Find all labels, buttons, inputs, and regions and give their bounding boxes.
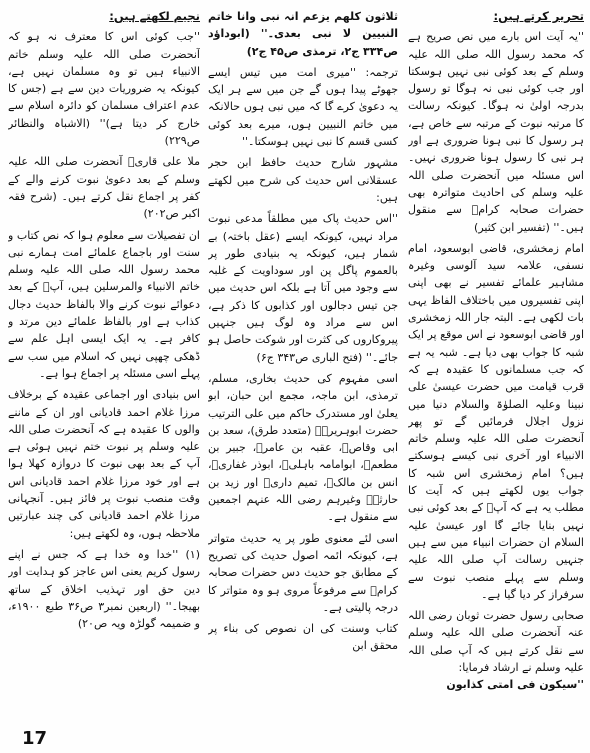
paragraph: اسی مفہوم کی حدیث بخاری، مسلم، ترمذی، ابن ماجہ، مجمع ابن حبان، ابو یعلیٰ اور مستدرک حاکم میں علی الترتیب حضرت ابوہریرہؓ (متعدد طرق)، سعد بن ابی وقاصؓ، عقبہ بن عامرؓ، جبیر بن مطعمؓ، ابوامامہ باہلیؓ، ابوذر غفاریؓ، انس بن مالکؓ، تمیم داریؓ اور زید بن حارثہؓ وغیرہم رضی اللہ عنہم اجمعین سے منقول ہے۔: [208, 371, 398, 524]
page-number: 17: [22, 728, 48, 749]
paragraph: امام زمخشری، قاضی ابوسعود، امام نسفی، علامہ سید آلوسی وغیرہ مشاہیر علمائے تفسیر نے بھی اپنی اپنی تفسیروں میں باختلاف الفاظ یہی بات لکھی ہے۔ البتہ جار اللہ زمخشری اور قاضی ابوسعود نے اس موقع پر ایک شبہ کا جواب بھی دیا ہے۔ شبہ یہ ہے کہ جب مسلمانوں کا عقیدہ ہے کہ قرب قیامت میں حضرت عیسیٰ علی نبینا وعلیہ الصلوٰۃ والسلام دنیا میں نزول اجلال فرمائیں گے تو پھر آنحضرت صلی اللہ علیہ وسلم خاتم الانبیاء اور آخری نبی کیسے ہوسکتے ہیں؟ امام زمخشری اس شبہ کا جواب یوں لکھتے ہیں کہ آیت کا مطلب یہ ہے کہ آپؐ کے بعد کوئی نبی نہیں بنایا جائے گا اور عیسیٰ علیہ السلام ان حضرات انبیاء میں سے ہیں جنہیں رسالت آپ صلی اللہ علیہ وسلم سے پہلے منصب نبوت سے سرفراز کر دیا گیا ہے۔: [408, 241, 584, 601]
column-middle: [208, 8, 398, 719]
arabic-quote: ''سیکون فی امتی کذابون: [446, 678, 584, 692]
paragraph: ملا علی قاریؒ آنحضرت صلی اللہ علیہ وسلم کے بعد دعویٰ نبوت کرنے والے کے کفر پر اجماع نقل کرتے ہیں۔ (شرح فقہ اکبر ص۲۰۲): [8, 155, 200, 221]
paragraph: ''جب کوئی اس کا معترف نہ ہو کہ آنحضرت صلی اللہ علیہ وسلم خاتم الانبیاء ہیں تو وہ مسلمان نہیں ہے، کیونکہ یہ ضروریات دین سے ہے (جس کا عدم اعتراف مسلمان کو دائرہ اسلام سے خارج کر دیتا ہے)'' (الاشباہ والنظائر ص۲۲۹): [8, 30, 200, 148]
column-heading: نجیم لکھتے ہیں:: [109, 9, 200, 23]
paragraph: ان تفصیلات سے معلوم ہوا کہ نص کتاب و سنت اور باجماع علمائے امت ہمارے نبی محمد رسول اللہ صلی اللہ علیہ وسلم خاتم الانبیاء والمرسلین ہیں، آپؐ کے بعد دعوائے نبوت کرنے والا بالفاظ حدیث دجال کذاب ہے اور بالفاظ علمائے دین مرتد و کافر ہے۔ یہ ایک ایسی اہل علم سے ڈھکی چھپی نہیں کہ اسلام میں سب سے پہلے اسی مسئلہ پر اجماع ہوا ہے۔: [8, 228, 200, 380]
paragraph: صحابی رسول حضرت ثوبان رضی اللہ عنہ آنحضرت صلی اللہ علیہ وسلم سے نقل کرتے ہیں کہ آپ صلی اللہ علیہ وسلم نے ارشاد فرمایا:: [408, 609, 584, 674]
paragraph: ''یہ آیت اس بارے میں نص صریح ہے کہ محمد رسول اللہ صلی اللہ علیہ وسلم کے بعد کوئی نبی نہیں ہوسکتا اور جب کوئی نبی نہ ہوگا تو رسول بدرجہ اولیٰ نہ ہوگا۔ کیونکہ رسالت کا مرتبہ نبوت کے مرتبہ سے خاص ہے، ہر رسول کا نبی ہونا ضروری ہے اور ہر نبی کا رسول ہونا ضروری نہیں۔ اس مسئلہ میں آنحضرت صلی اللہ علیہ وسلم کی احادیث متواترہ بھی حضرات صحابہ کرامؓ سے منقول ہیں۔'' (تفسیر ابن کثیر): [408, 30, 584, 234]
paragraph: (۱) ''خدا وہ خدا ہے کہ جس نے اپنے رسول کریم یعنی اس عاجز کو ہدایت اور دین حق اور تہذیب اخلاق کے ساتھ بھیجا۔'' (اربعین نمبر۳ ص۳۶ طبع ۱۹۰۰ء، و ضمیمہ گولڑہ ویہ ص۲۰): [8, 547, 200, 631]
paragraph: ''اس حدیث پاک میں مطلقاً مدعی نبوت مراد نہیں، کیونکہ ایسے (عقل باختہ) بے شمار ہیں، کیونکہ یہ بنیادی طور پر بالعموم پاگل پن اور سوداویت کے غلبہ سے وجود میں آتا ہے بلکہ اس حدیث میں جن تیس دجالوں اور کذابوں کا ذکر ہے، اس سے مراد وہ لوگ ہیں جنہیں پیروکاروں کی کثرت اور شوکت حاصل ہو جائے۔'' (فتح الباری ص۳۴۳ ج۶): [208, 212, 398, 364]
paragraph: اس بنیادی اور اجماعی عقیدہ کے برخلاف مرزا غلام احمد قادیانی اور ان کے ماننے والوں کا عقیدہ ہے کہ آنحضرت صلی اللہ علیہ وسلم پر نبوت ختم نہیں ہوئی ہے آپ کے بعد بھی نبوت کا دروازہ کھلا ہوا ہے اور خود مرزا غلام احمد قادیانی اس وقت منصب نبوت پر فائز ہیں۔ آنجہانی مرزا غلام احمد قادیانی کی چند عبارتیں ملاحظہ ہوں، وہ لکھتے ہیں:: [8, 388, 200, 540]
arabic-quote: ثلاثون کلھم یزعم انہ نبی وانا خاتم النبیین لا نبی بعدی۔'' (ابوداؤد ص۳۳۴ ج۲، ترمذی ص۴۵ ج۲): [208, 10, 398, 58]
paragraph: کتاب وسنت کی ان نصوص کی بناء پر محقق ابن: [208, 622, 398, 653]
paragraph: اسی لئے معنوی طور پر یہ حدیث متواتر ہے، کیونکہ ائمہ اصول حدیث کی تصریح کے مطابق جو حدیث دس حضرات صحابہ کرامؓ سے مرفوعاً مروی ہو وہ متواتر کا درجہ پالیتی ہے۔: [208, 531, 398, 614]
column-left: [8, 8, 200, 719]
column-right: [408, 8, 584, 719]
column-heading: تحریر کرتے ہیں:: [493, 9, 584, 23]
paragraph: ترجمہ: ''میری امت میں تیس ایسے جھوٹے پیدا ہوں گے جن میں سے ہر ایک یہ دعویٰ کرے گا کہ میں نبی ہوں حالانکہ میں خاتم النبیین ہوں، میرے بعد کوئی کسی قسم کا نبی نہیں ہوسکتا۔'': [208, 65, 398, 149]
paragraph: مشہور شارح حدیث حافظ ابن حجر عسقلانی اس حدیث کی شرح میں لکھتے ہیں:: [208, 156, 398, 204]
